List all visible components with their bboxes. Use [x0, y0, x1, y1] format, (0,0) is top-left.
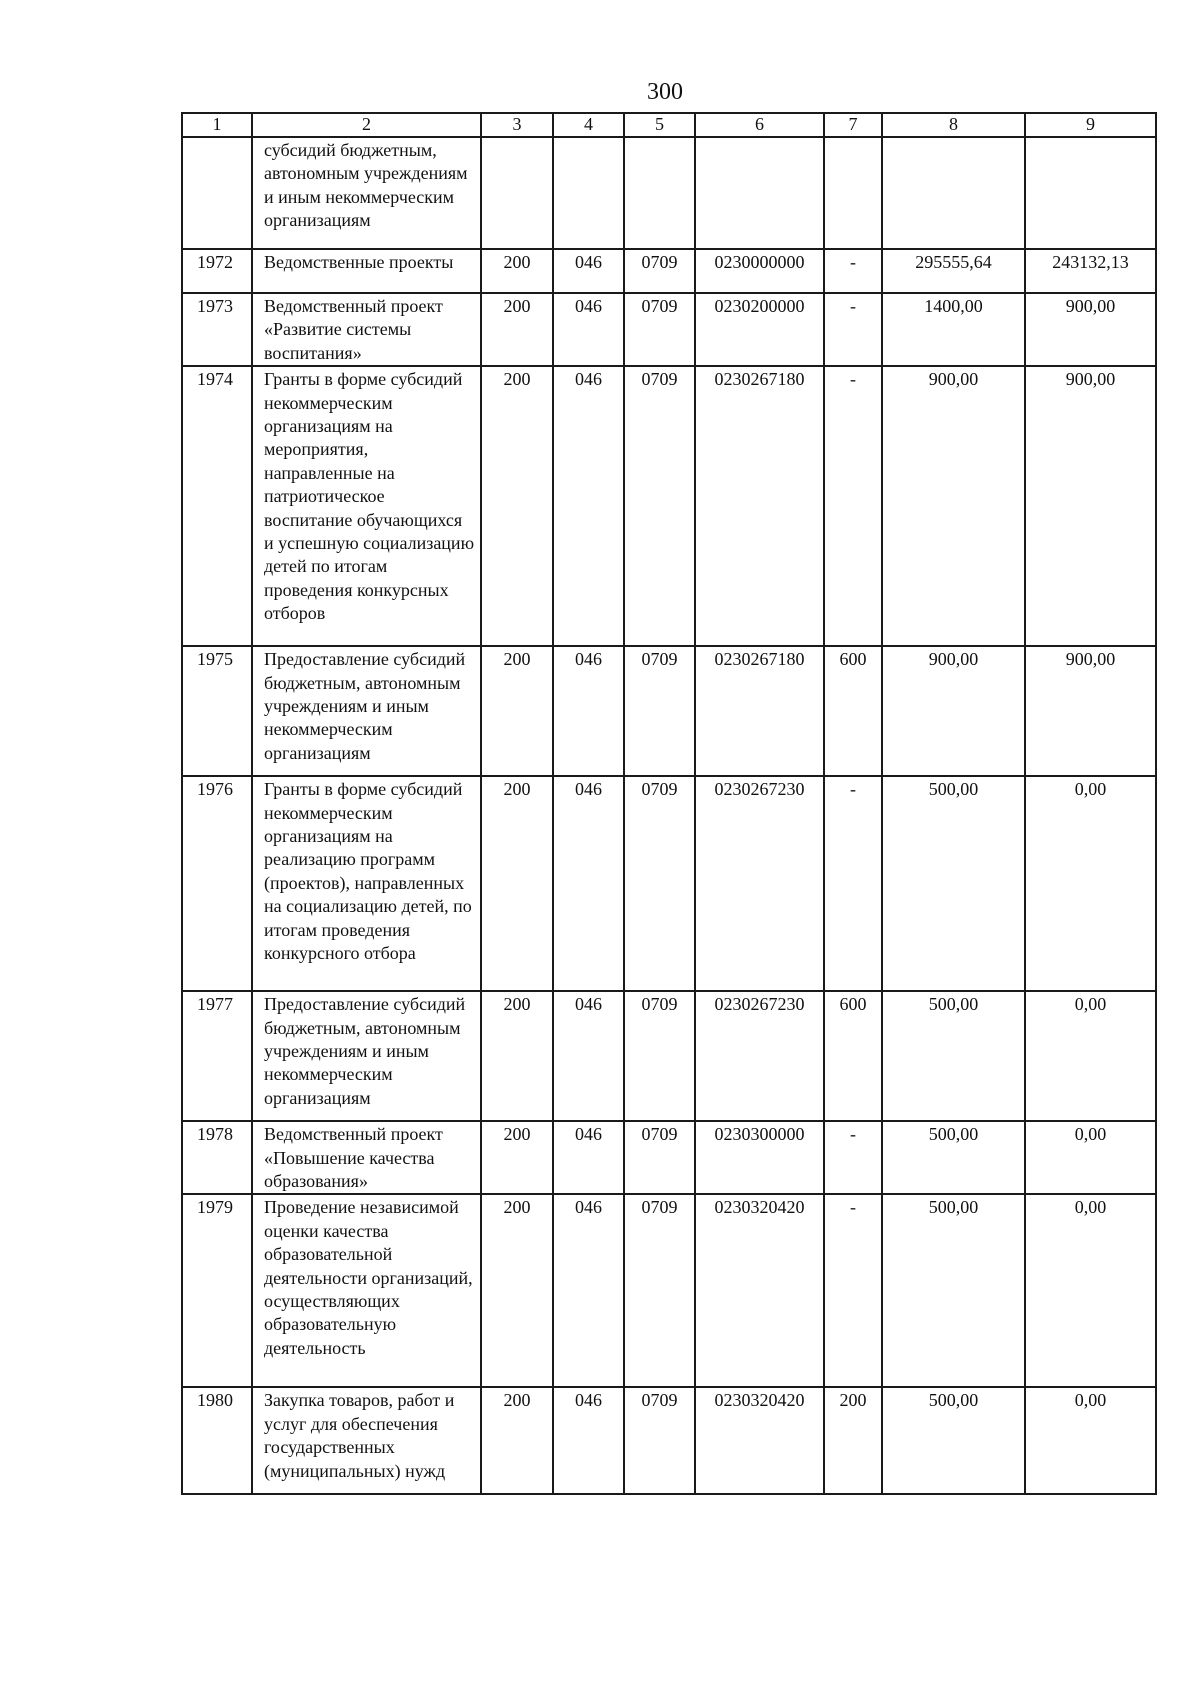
row-number-cell: 1977 [182, 991, 252, 1121]
amount-cell: 0,00 [1025, 776, 1156, 991]
amount-cell: 0,00 [1025, 1121, 1156, 1194]
table-row [182, 776, 1156, 991]
code-cell: 0230200000 [695, 293, 824, 366]
table-row [182, 249, 1156, 293]
budget-table [181, 112, 1157, 1495]
header-row [182, 113, 1156, 137]
amount-cell: 1400,00 [882, 293, 1025, 366]
code-cell: 0709 [624, 991, 695, 1121]
code-cell: 200 [481, 1387, 553, 1494]
code-cell: 0709 [624, 1387, 695, 1494]
code-cell [624, 137, 695, 249]
row-name-cell: Предоставление субсидий бюджетным, автономным учреждениям и иным некоммерческим организациям [252, 991, 481, 1121]
column-header: 3 [481, 113, 553, 137]
code-cell: 0230320420 [695, 1387, 824, 1494]
code-cell: 200 [481, 776, 553, 991]
code-cell: 0230267180 [695, 366, 824, 646]
row-name-cell: Предоставление субсидий бюджетным, автономным учреждениям и иным некоммерческим организациям [252, 646, 481, 776]
table-row [182, 137, 1156, 249]
column-header: 4 [553, 113, 624, 137]
row-name-cell: Гранты в форме субсидий некоммерческим организациям на мероприятия, направленные на патриотическое воспитание обучающихся и успешную социализацию детей по итогам проведения конкурсных отборов [252, 366, 481, 646]
code-cell [553, 137, 624, 249]
code-cell: 0709 [624, 776, 695, 991]
code-cell: 0709 [624, 646, 695, 776]
row-number-cell: 1972 [182, 249, 252, 293]
row-name-cell: субсидий бюджетным, автономным учреждениям и иным некоммерческим организациям [252, 137, 481, 249]
table-row [182, 1387, 1156, 1494]
code-cell [824, 137, 882, 249]
code-cell: 046 [553, 646, 624, 776]
amount-cell: 900,00 [1025, 293, 1156, 366]
row-number-cell: 1979 [182, 1194, 252, 1387]
row-number-cell: 1980 [182, 1387, 252, 1494]
amount-cell [1025, 137, 1156, 249]
row-number-cell [182, 137, 252, 249]
table-row [182, 991, 1156, 1121]
column-header: 5 [624, 113, 695, 137]
row-name-cell: Закупка товаров, работ и услуг для обеспечения государственных (муниципальных) нужд [252, 1387, 481, 1494]
table-row [182, 646, 1156, 776]
code-cell: 046 [553, 1387, 624, 1494]
code-cell: 046 [553, 366, 624, 646]
code-cell: 200 [481, 991, 553, 1121]
row-number-cell: 1973 [182, 293, 252, 366]
table-row [182, 366, 1156, 646]
table-row [182, 1194, 1156, 1387]
code-cell: 600 [824, 991, 882, 1121]
code-cell: 0230320420 [695, 1194, 824, 1387]
code-cell: - [824, 293, 882, 366]
code-cell: 0709 [624, 1121, 695, 1194]
column-header: 1 [182, 113, 252, 137]
code-cell: 046 [553, 249, 624, 293]
column-header: 6 [695, 113, 824, 137]
code-cell: 200 [481, 249, 553, 293]
code-cell: 046 [553, 293, 624, 366]
row-number-cell: 1976 [182, 776, 252, 991]
row-name-cell: Ведомственный проект «Повышение качества образования» [252, 1121, 481, 1194]
code-cell: 0709 [624, 249, 695, 293]
code-cell: 0709 [624, 293, 695, 366]
code-cell: 0230267230 [695, 776, 824, 991]
column-header: 9 [1025, 113, 1156, 137]
row-name-cell: Проведение независимой оценки качества образовательной деятельности организаций, осуществляющих образовательную деятельность [252, 1194, 481, 1387]
code-cell: 046 [553, 1194, 624, 1387]
amount-cell: 500,00 [882, 1387, 1025, 1494]
code-cell: 046 [553, 776, 624, 991]
column-header: 2 [252, 113, 481, 137]
amount-cell: 500,00 [882, 776, 1025, 991]
row-number-cell: 1978 [182, 1121, 252, 1194]
amount-cell: 0,00 [1025, 1194, 1156, 1387]
code-cell [695, 137, 824, 249]
code-cell: 200 [481, 1121, 553, 1194]
amount-cell: 500,00 [882, 991, 1025, 1121]
code-cell: 200 [481, 293, 553, 366]
code-cell: - [824, 249, 882, 293]
code-cell: - [824, 1121, 882, 1194]
code-cell: 0230267230 [695, 991, 824, 1121]
amount-cell: 500,00 [882, 1121, 1025, 1194]
row-number-cell: 1974 [182, 366, 252, 646]
column-header: 7 [824, 113, 882, 137]
amount-cell: 900,00 [882, 366, 1025, 646]
code-cell: 200 [481, 1194, 553, 1387]
amount-cell: 900,00 [882, 646, 1025, 776]
code-cell: - [824, 366, 882, 646]
code-cell: 046 [553, 991, 624, 1121]
code-cell [481, 137, 553, 249]
amount-cell: 900,00 [1025, 366, 1156, 646]
column-header: 8 [882, 113, 1025, 137]
code-cell: - [824, 1194, 882, 1387]
row-name-cell: Ведомственные проекты [252, 249, 481, 293]
amount-cell: 0,00 [1025, 1387, 1156, 1494]
amount-cell [882, 137, 1025, 249]
row-number-cell: 1975 [182, 646, 252, 776]
amount-cell: 243132,13 [1025, 249, 1156, 293]
code-cell: - [824, 776, 882, 991]
row-name-cell: Ведомственный проект «Развитие системы воспитания» [252, 293, 481, 366]
code-cell: 200 [481, 646, 553, 776]
code-cell: 200 [824, 1387, 882, 1494]
code-cell: 0230267180 [695, 646, 824, 776]
table-row [182, 1121, 1156, 1194]
amount-cell: 0,00 [1025, 991, 1156, 1121]
code-cell: 0709 [624, 1194, 695, 1387]
table-body [182, 137, 1156, 1494]
row-name-cell: Гранты в форме субсидий некоммерческим организациям на реализацию программ (проектов), направленных на социализацию детей, по итогам проведения конкурсного отбора [252, 776, 481, 991]
amount-cell: 900,00 [1025, 646, 1156, 776]
code-cell: 0709 [624, 366, 695, 646]
page-number: 300 [647, 79, 683, 105]
amount-cell: 500,00 [882, 1194, 1025, 1387]
code-cell: 0230300000 [695, 1121, 824, 1194]
table-row [182, 293, 1156, 366]
code-cell: 0230000000 [695, 249, 824, 293]
amount-cell: 295555,64 [882, 249, 1025, 293]
code-cell: 046 [553, 1121, 624, 1194]
code-cell: 200 [481, 366, 553, 646]
code-cell: 600 [824, 646, 882, 776]
